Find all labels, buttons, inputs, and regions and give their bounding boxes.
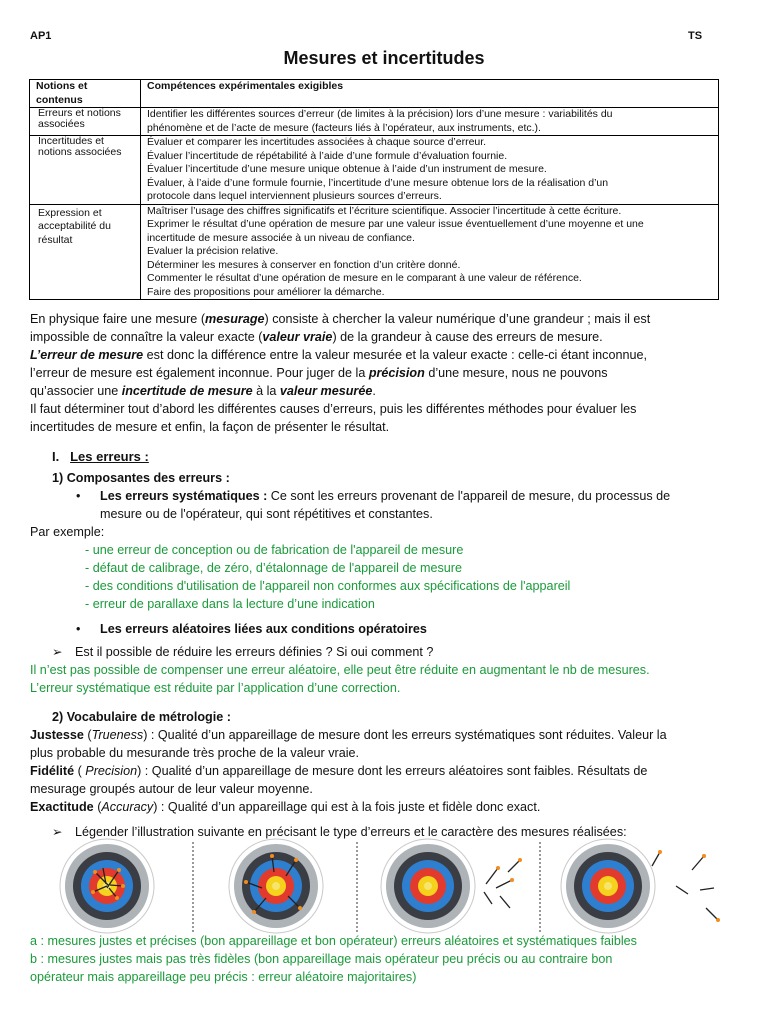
answers: a : mesures justes et précises (bon appareillage et bon opérateur) erreurs aléatoires et systématiques faibles b : mesures justes mais pas très fidèles (bon appareillage mais opérateur peu précis ou au contraire bon opérateur mais appareillage peu précis : erreur aléatoire majoritaires) (30, 932, 742, 986)
intro-paragraph: En physique faire une mesure (mesurage) consiste à chercher la valeur numérique d’une grandeur ; mais il est impossible de connaître la valeur exacte (valeur vraie) de la grandeur à cause des erreurs de mesure. L’erreur de mesure est donc la différence entre la valeur mesurée et la valeur exacte : celle-ci étant inconnue, l’erreur de mesure est également inconnue. Pour juger de la précision d’une mesure, nous ne pouvons qu’associer une incertitude de mesure à la valeur mesurée. Il faut déterminer tout d’abord les différentes causes d’erreurs, puis les différentes méthodes pour évaluer les incertitudes de mesure et enfin, la façon de présenter le résultat. (30, 312, 651, 434)
arrow-bullet-icon: ➢ (52, 825, 63, 839)
page-title: Mesures et incertitudes (283, 48, 485, 68)
target-a (60, 839, 154, 933)
competence-cell: Identifier les différentes sources d’erreur (de limites à la précision) lors d’une mesure : variabilités du phénomène et de l’acte de mesure (facteurs liés à l’opérateur, aux instruments, etc.). (141, 108, 719, 136)
subheading-composantes: 1) Composantes des erreurs : (52, 471, 230, 485)
arrow-bullet-icon: ➢ (52, 645, 63, 659)
bullet-icon: • (76, 622, 81, 636)
notion-cell: Expression et acceptabilité du résultat (30, 204, 141, 300)
table-row (30, 136, 719, 205)
targets-illustration (30, 836, 742, 936)
subheading-vocabulaire: 2) Vocabulaire de métrologie : (52, 710, 231, 724)
notion-cell: Incertitudes et notions associées (30, 136, 141, 205)
notion-cell: Erreurs et notions associées (30, 108, 141, 136)
target-d (561, 839, 720, 933)
target-c (381, 839, 522, 933)
table-row (30, 204, 719, 300)
table-header-competences: Compétences expérimentales exigibles (141, 80, 719, 108)
header-right: TS (688, 30, 703, 42)
target-b (229, 839, 323, 933)
table-row (30, 108, 719, 136)
competence-cell: Maîtriser l’usage des chiffres significatifs et l’écriture scientifique. Associer l’incertitude à cette écriture. Exprimer le résultat d’une opération de mesure par une valeur issue éventuellement d’une moyenne et une incertitude de mesure associée à un niveau de confiance. Evaluer la précision relative. Déterminer les mesures à conserver en fonction d’un critère donné. Commenter le résultat d’une opération de mesure en le comparant à une valeur de référence. Faire des propositions pour améliorer la démarche. (141, 204, 719, 300)
competences-table (29, 79, 719, 300)
section-heading: I. Les erreurs : (52, 449, 149, 464)
table-header-notions: Notions et contenus (30, 80, 141, 108)
answer-a: a : mesures justes et précises (bon appareillage et bon opérateur) erreurs aléatoires et systématiques faibles (30, 934, 637, 948)
bullet-icon: • (76, 489, 81, 503)
section-erreurs: 1) Composantes des erreurs : • Les erreurs systématiques : Ce sont les erreurs provenant de l'appareil de mesure, du processus de mesure ou de l'opérateur, qui sont répétitives et constantes. Par exemple: - une erreur de conception ou de fabrication de l'appareil de mesure - défaut de calibrage, de zéro, d’étalonnage de l'appareil de mesure - des conditions d'utilisation de l'appareil non conformes aux spécifications de l'appareil - erreur de parallaxe dans la lecture d’une indication • Les erreurs aléatoires liées aux conditions opératoires ➢ Est il possible de réduire les erreurs définies ? Si oui comment ? Il n’est pas possible de compenser une erreur aléatoire, elle peut être réduite en augmentant le nb de mesures. L’erreur systématique est réduite par l’application d’une correction. 2) Vocabulaire de métrologie : Justesse (Trueness) : Qualité d’un appareillage de mesure dont les erreurs systématiques sont réduites. Valeur la plus probable du mesurande très proche de la valeur vraie. Fidélité ( Precision) : Qualité d’un appareillage de mesure dont les erreurs aléatoires sont faibles. Résultats de mesurage groupés autour de leur valeur moyenne. Exactitude (Accuracy) : Qualité d’un appareillage qui est à la fois juste et fidèle donc exact. ➢ Légender l’illustration suivante en précisant le type d’erreurs et le caractère des mesures réalisées: (30, 469, 742, 841)
answer-b: b : mesures justes mais pas très fidèles (bon appareillage mais opérateur peu précis ou au contraire bon (30, 952, 613, 966)
competence-cell: Évaluer et comparer les incertitudes associées à chaque source d’erreur. Évaluer l’incertitude de répétabilité à l’aide d’une formule d’évaluation fournie. Évaluer l’incertitude d’une mesure unique obtenue à l’aide d’un instrument de mesure. Évaluer, à l’aide d’une formule fournie, l’incertitude d’une mesure obtenue lors de la réalisation d’un protocole dans lequel interviennent plusieurs sources d’erreurs. (141, 136, 719, 205)
header-left: AP1 (30, 30, 52, 42)
